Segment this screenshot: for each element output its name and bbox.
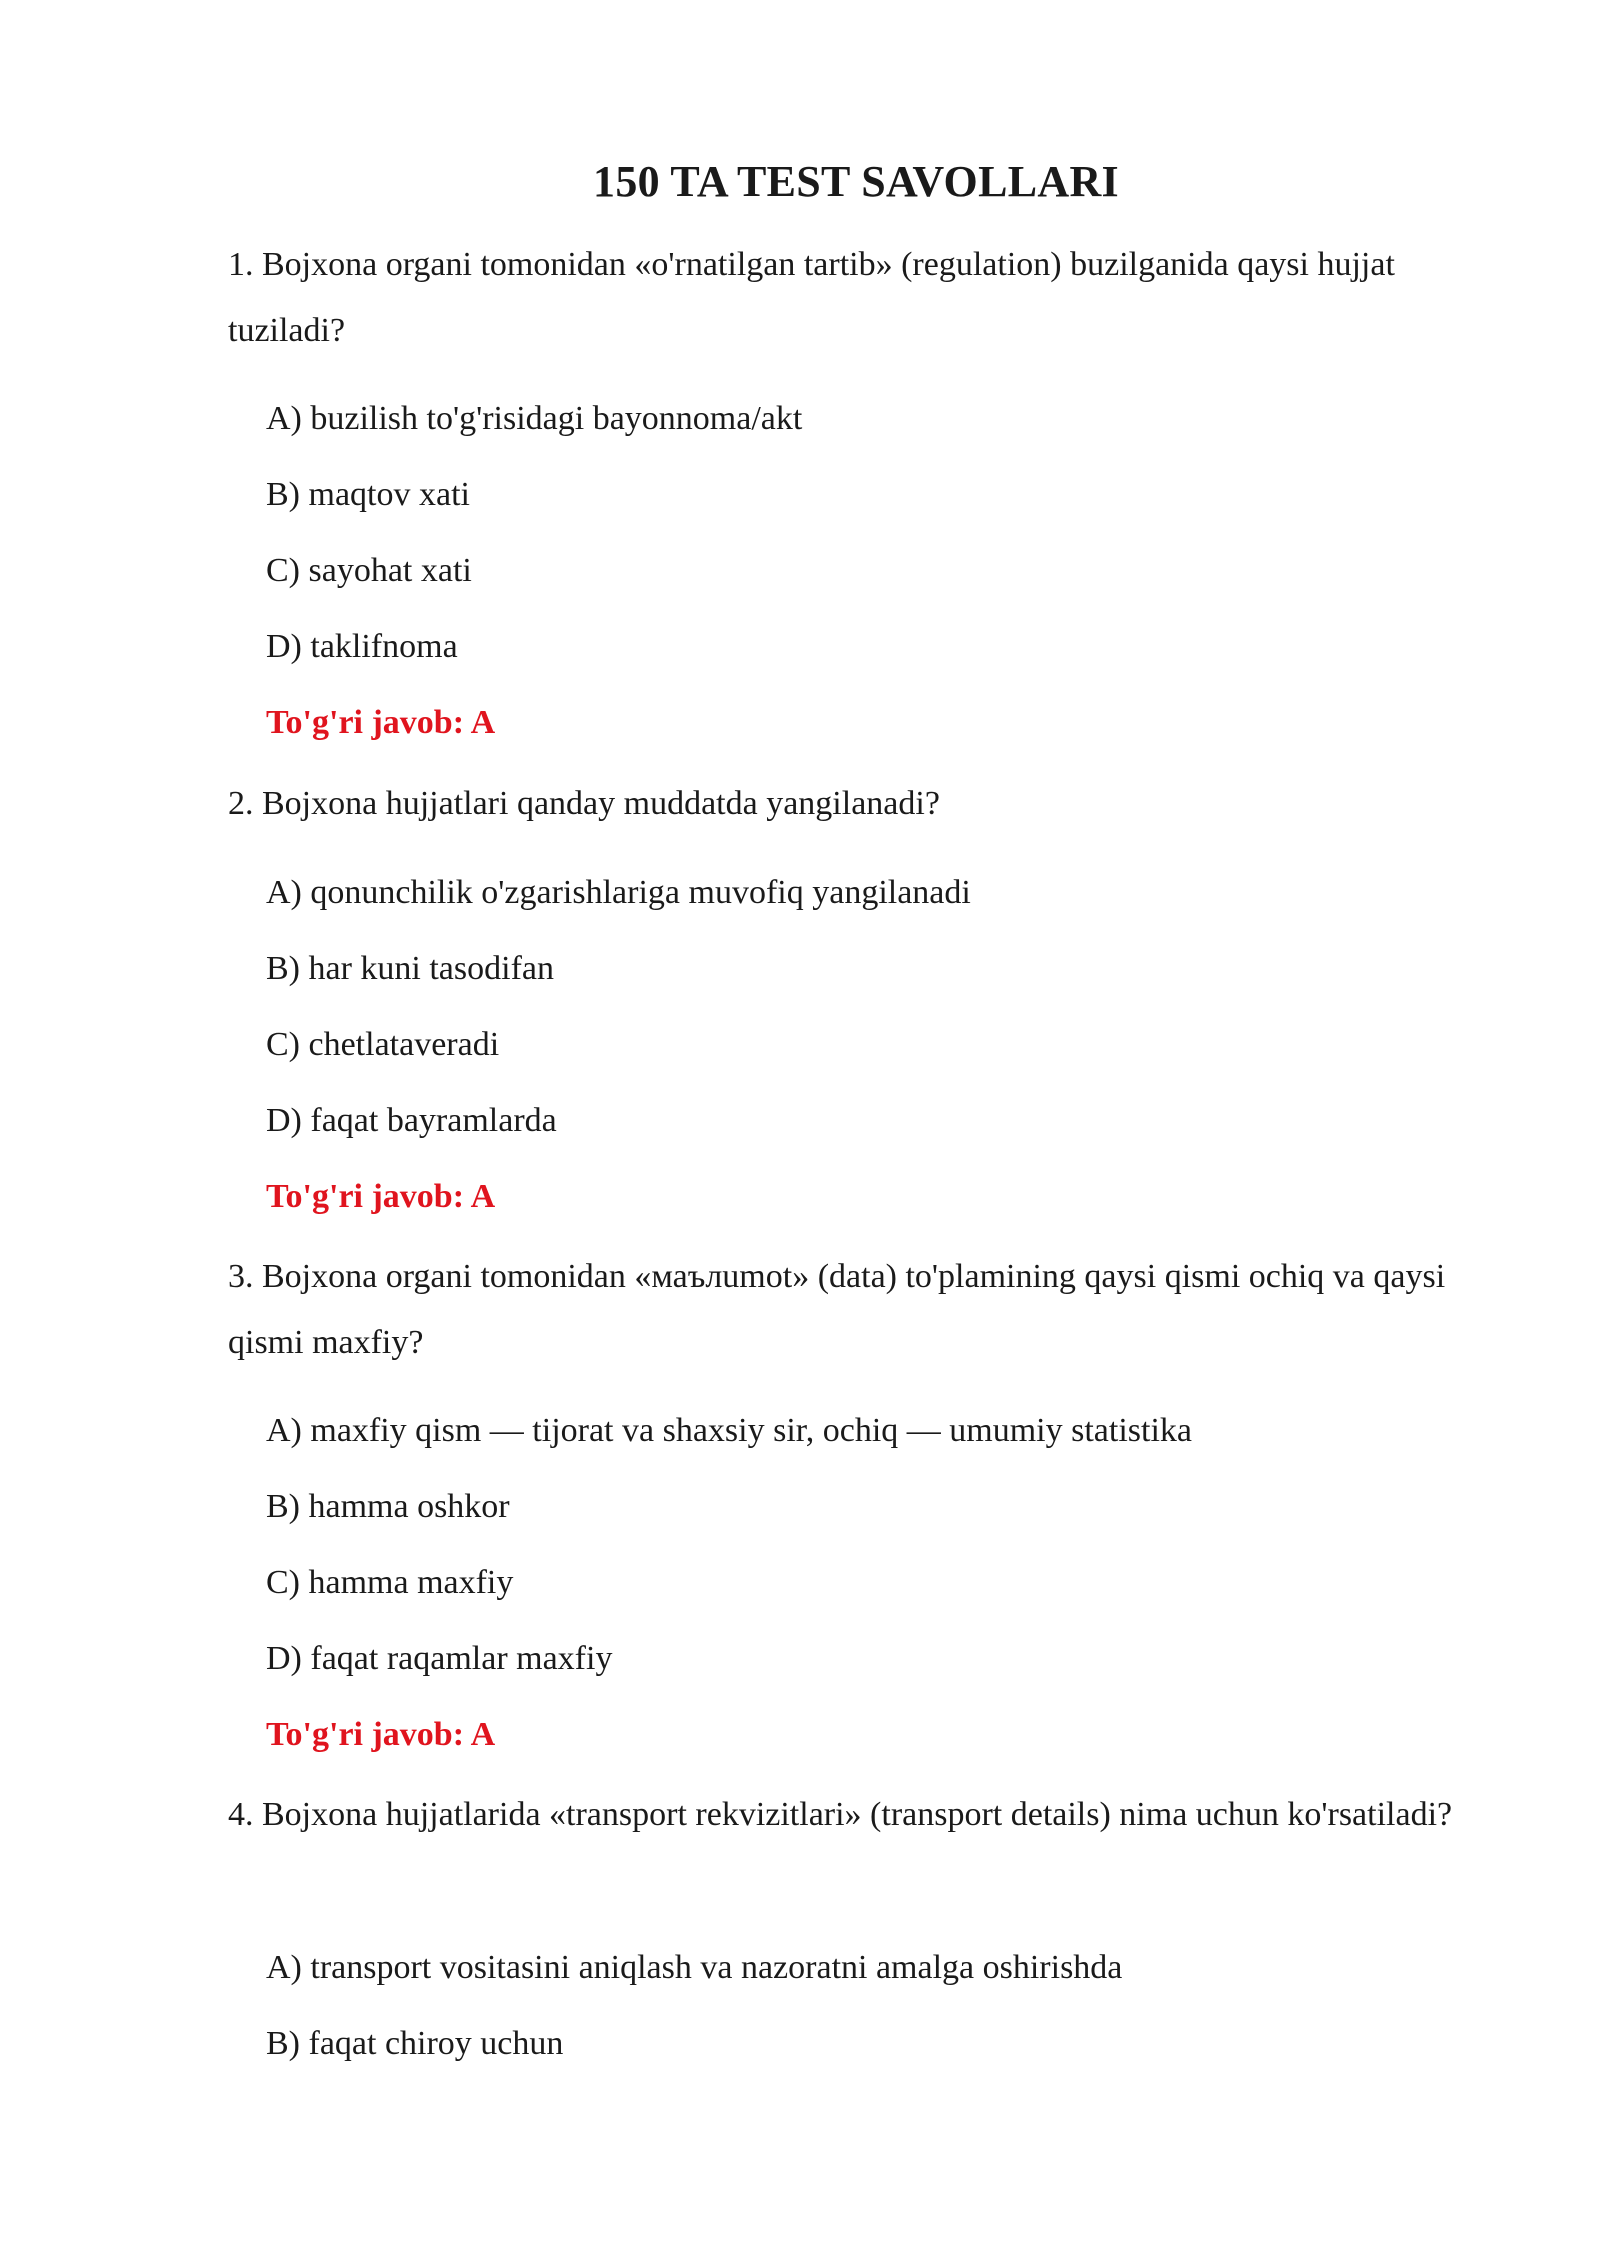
- question-1-correct-answer: To'g'ri javob: A: [266, 704, 496, 741]
- question-4-option-a: A) transport vositasini aniqlash va nazoratni amalga oshirishda: [266, 1949, 1123, 1986]
- question-4-option-b: B) faqat chiroy uchun: [266, 2025, 564, 2062]
- question-1-text: 1. Bojxona organi tomonidan «o'rnatilgan tartib» (regulation) buzilganida qaysi hujjat tuziladi?: [228, 246, 1395, 349]
- question-3-text: 3. Bojxona organi tomonidan «маълumot» (data) to'plamining qaysi qismi ochiq va qaysi qismi maxfiy?: [228, 1258, 1446, 1361]
- question-1-option-a: A) buzilish to'g'risidagi bayonnoma/akt: [266, 400, 803, 437]
- question-2-option-d: D) faqat bayramlarda: [266, 1102, 557, 1139]
- question-3-correct-answer: To'g'ri javob: A: [266, 1716, 496, 1753]
- question-1-option-b: B) maqtov xati: [266, 476, 470, 513]
- question-4-text: 4. Bojxona hujjatlarida «transport rekvizitlari» (transport details) nima uchun ko'rsatiladi?: [228, 1796, 1453, 1833]
- question-3-option-a: A) maxfiy qism — tijorat va shaxsiy sir, ochiq — umumiy statistika: [266, 1412, 1192, 1449]
- question-3-option-b: B) hamma oshkor: [266, 1488, 510, 1525]
- question-3-option-d: D) faqat raqamlar maxfiy: [266, 1640, 613, 1677]
- question-2-option-b: B) har kuni tasodifan: [266, 950, 554, 987]
- question-2-option-a: A) qonunchilik o'zgarishlariga muvofiq yangilanadi: [266, 874, 971, 911]
- question-3-option-c: C) hamma maxfiy: [266, 1564, 514, 1601]
- question-1-option-c: C) sayohat xati: [266, 552, 472, 589]
- question-2-text: 2. Bojxona hujjatlari qanday muddatda yangilanadi?: [228, 785, 940, 822]
- document-title: 150 TA TEST SAVOLLARI: [593, 157, 1119, 206]
- question-1-option-d: D) taklifnoma: [266, 628, 458, 665]
- question-2-option-c: C) chetlataveradi: [266, 1026, 500, 1063]
- question-2-correct-answer: To'g'ri javob: A: [266, 1178, 496, 1215]
